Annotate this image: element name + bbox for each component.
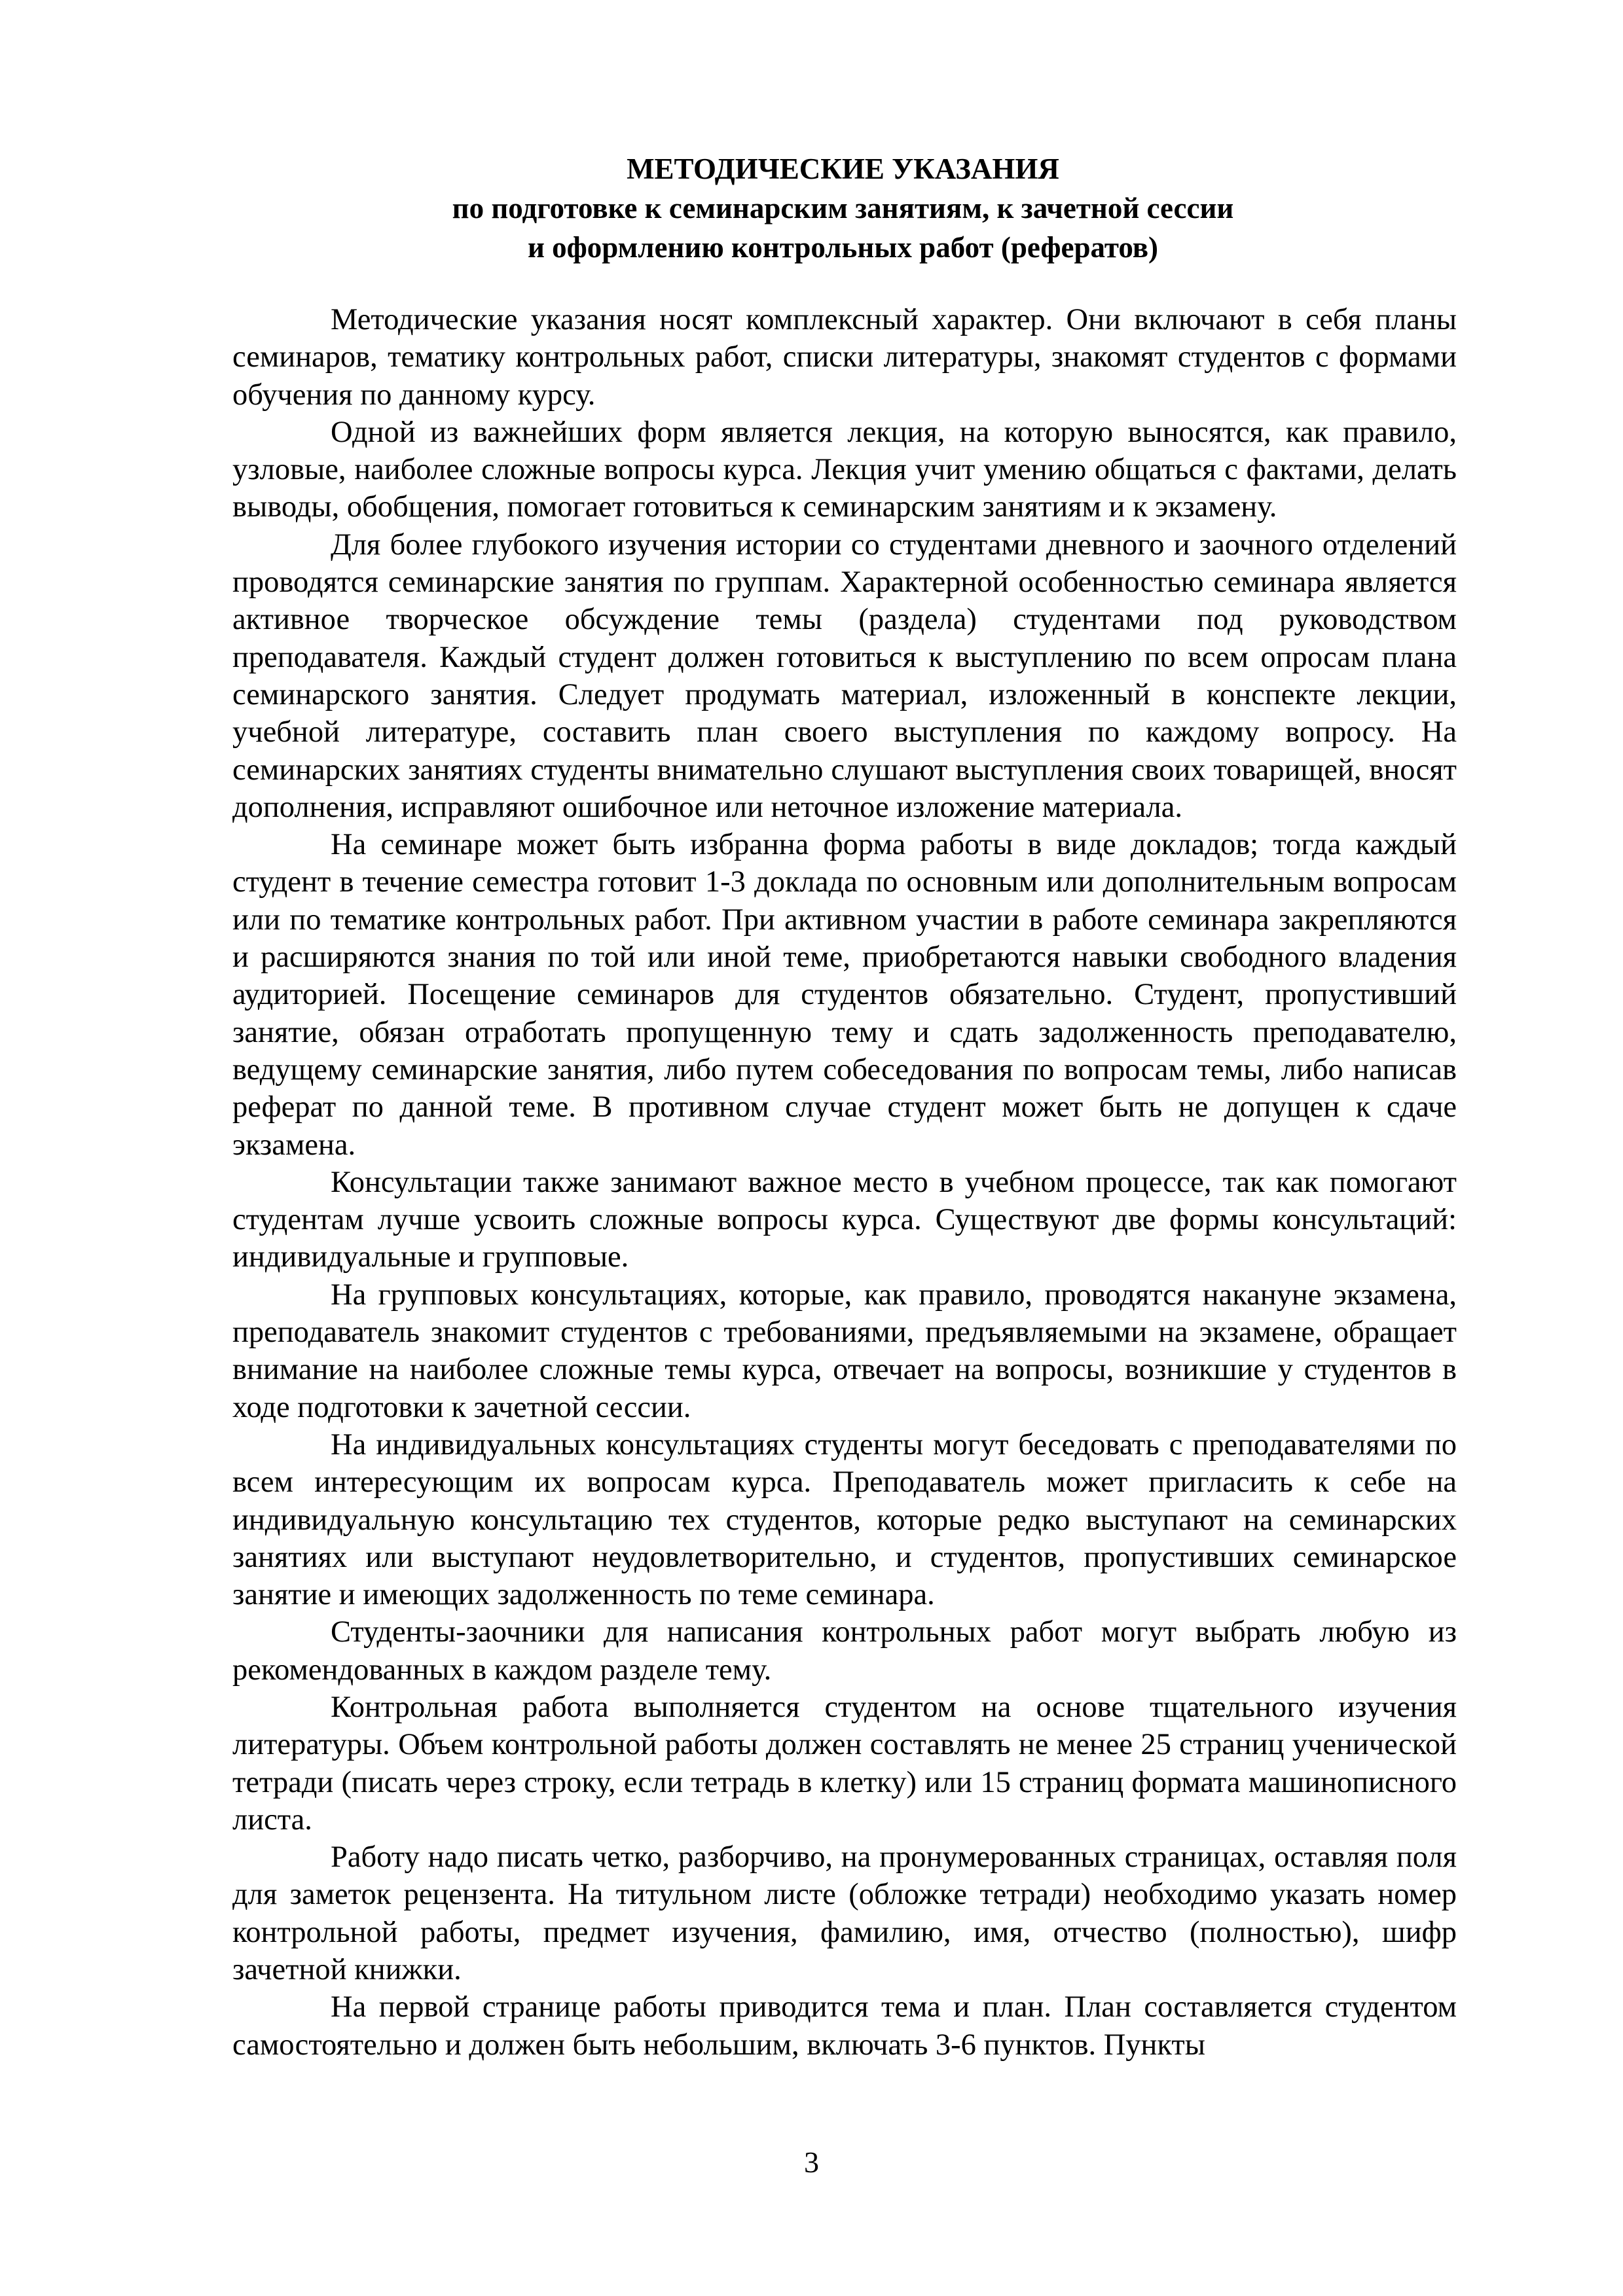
paragraph-consultations: Консультации также занимают важное место в учебном процессе, так как помогают студентам лучше усвоить сложные вопросы курса. Существуют две формы консультаций: индивидуальные и групповые. — [232, 1165, 1457, 1274]
paragraph-individual-consultations: На индивидуальных консультациях студенты могут беседовать с преподавателями по всем интересующим их вопросам курса. Преподаватель может пригласить к себе на индивидуальную консультацию тех студентов, которые редко выступают на семинарских занятиях или выступают неудовлетворительно, и студентов, пропустивших семинарское занятие и имеющих задолженность по теме семинара. — [232, 1427, 1457, 1612]
paragraph-distance-students: Студенты-заочники для написания контрольных работ могут выбрать любую из рекомендованных в каждом разделе тему. — [232, 1615, 1457, 1687]
document-header — [229, 149, 1457, 267]
paragraph-control-work-format: Работу надо писать четко, разборчиво, на пронумерованных страницах, оставляя поля для заметок рецензента. На титульном листе (обложке тетради) необходимо указать номер контрольной работы, предмет изучения, фамилию, имя, отчество (полностью), шифр зачетной книжки. — [232, 1840, 1457, 1987]
paragraph-seminar-reports: На семинаре может быть избранна форма работы в виде докладов; тогда каждый студент в течение семестра готовит 1-3 доклада по основным или дополнительным вопросам или по тематике контрольных работ. При активном участии в работе семинара закрепляются и расширяются знания по той или иной теме, приобретаются навыки свободного владения аудиторией. Посещение семинаров для студентов обязательно. Студент, пропустивший занятие, обязан отработать пропущенную тему и сдать задолженность преподавателю, ведущему семинарские занятия, либо путем собеседования по вопросам темы, либо написав реферат по данной теме. В противном случае студент может быть не допущен к сдаче экзамена. — [232, 828, 1457, 1162]
document-subtitle-line-2: и оформлению контрольных работ (рефератов) — [527, 231, 1159, 264]
paragraph-introduction: Методические указания носят комплексный характер. Они включают в себя планы семинаров, тематику контрольных работ, списки литературы, знакомят студентов с формами обучения по данному курсу. — [232, 303, 1457, 412]
document-title: МЕТОДИЧЕСКИЕ УКАЗАНИЯ — [627, 152, 1059, 185]
page-number: 3 — [804, 2145, 819, 2179]
paragraph-lectures: Одной из важнейших форм является лекция, на которую выносятся, как правило, узловые, наиболее сложные вопросы курса. Лекция учит умению общаться с фактами, делать выводы, обобщения, помогает готовиться к семинарским занятиям и к экзамену. — [232, 415, 1457, 524]
paragraph-seminars: Для более глубокого изучения истории со студентами дневного и заочного отделений проводятся семинарские занятия по группам. Характерной особенностью семинара является активное творческое обсуждение темы (раздела) студентами под руководством преподавателя. Каждый студент должен готовиться к выступлению по всем опросам плана семинарского занятия. Следует продумать материал, изложенный в конспекте лекции, учебной литературе, составить план своего выступления по каждому вопросу. На семинарских занятиях студенты внимательно слушают выступления своих товарищей, вносят дополнения, исправляют ошибочное или неточное изложение материала. — [232, 528, 1457, 824]
paragraph-group-consultations: На групповых консультациях, которые, как правило, проводятся накануне экзамена, преподаватель знакомит студентов с требованиями, предъявляемыми на экзамене, обращает внимание на наиболее сложные темы курса, отвечает на вопросы, возникшие у студентов в ходе подготовки к зачетной сессии. — [232, 1278, 1457, 1424]
document-subtitle-line-1: по подготовке к семинарским занятиям, к зачетной сессии — [452, 192, 1234, 224]
paragraph-control-work-plan: На первой странице работы приводится тема и план. План составляется студентом самостоятельно и должен быть небольшим, включать 3-6 пунктов. Пункты — [232, 1990, 1457, 2062]
paragraph-control-work-volume: Контрольная работа выполняется студентом на основе тщательного изучения литературы. Объем контрольной работы должен составлять не менее 25 страниц ученической тетради (писать через строку, если тетрадь в клетку) или 15 страниц формата машинописного листа. — [232, 1690, 1457, 1837]
document-body — [232, 301, 1457, 2064]
